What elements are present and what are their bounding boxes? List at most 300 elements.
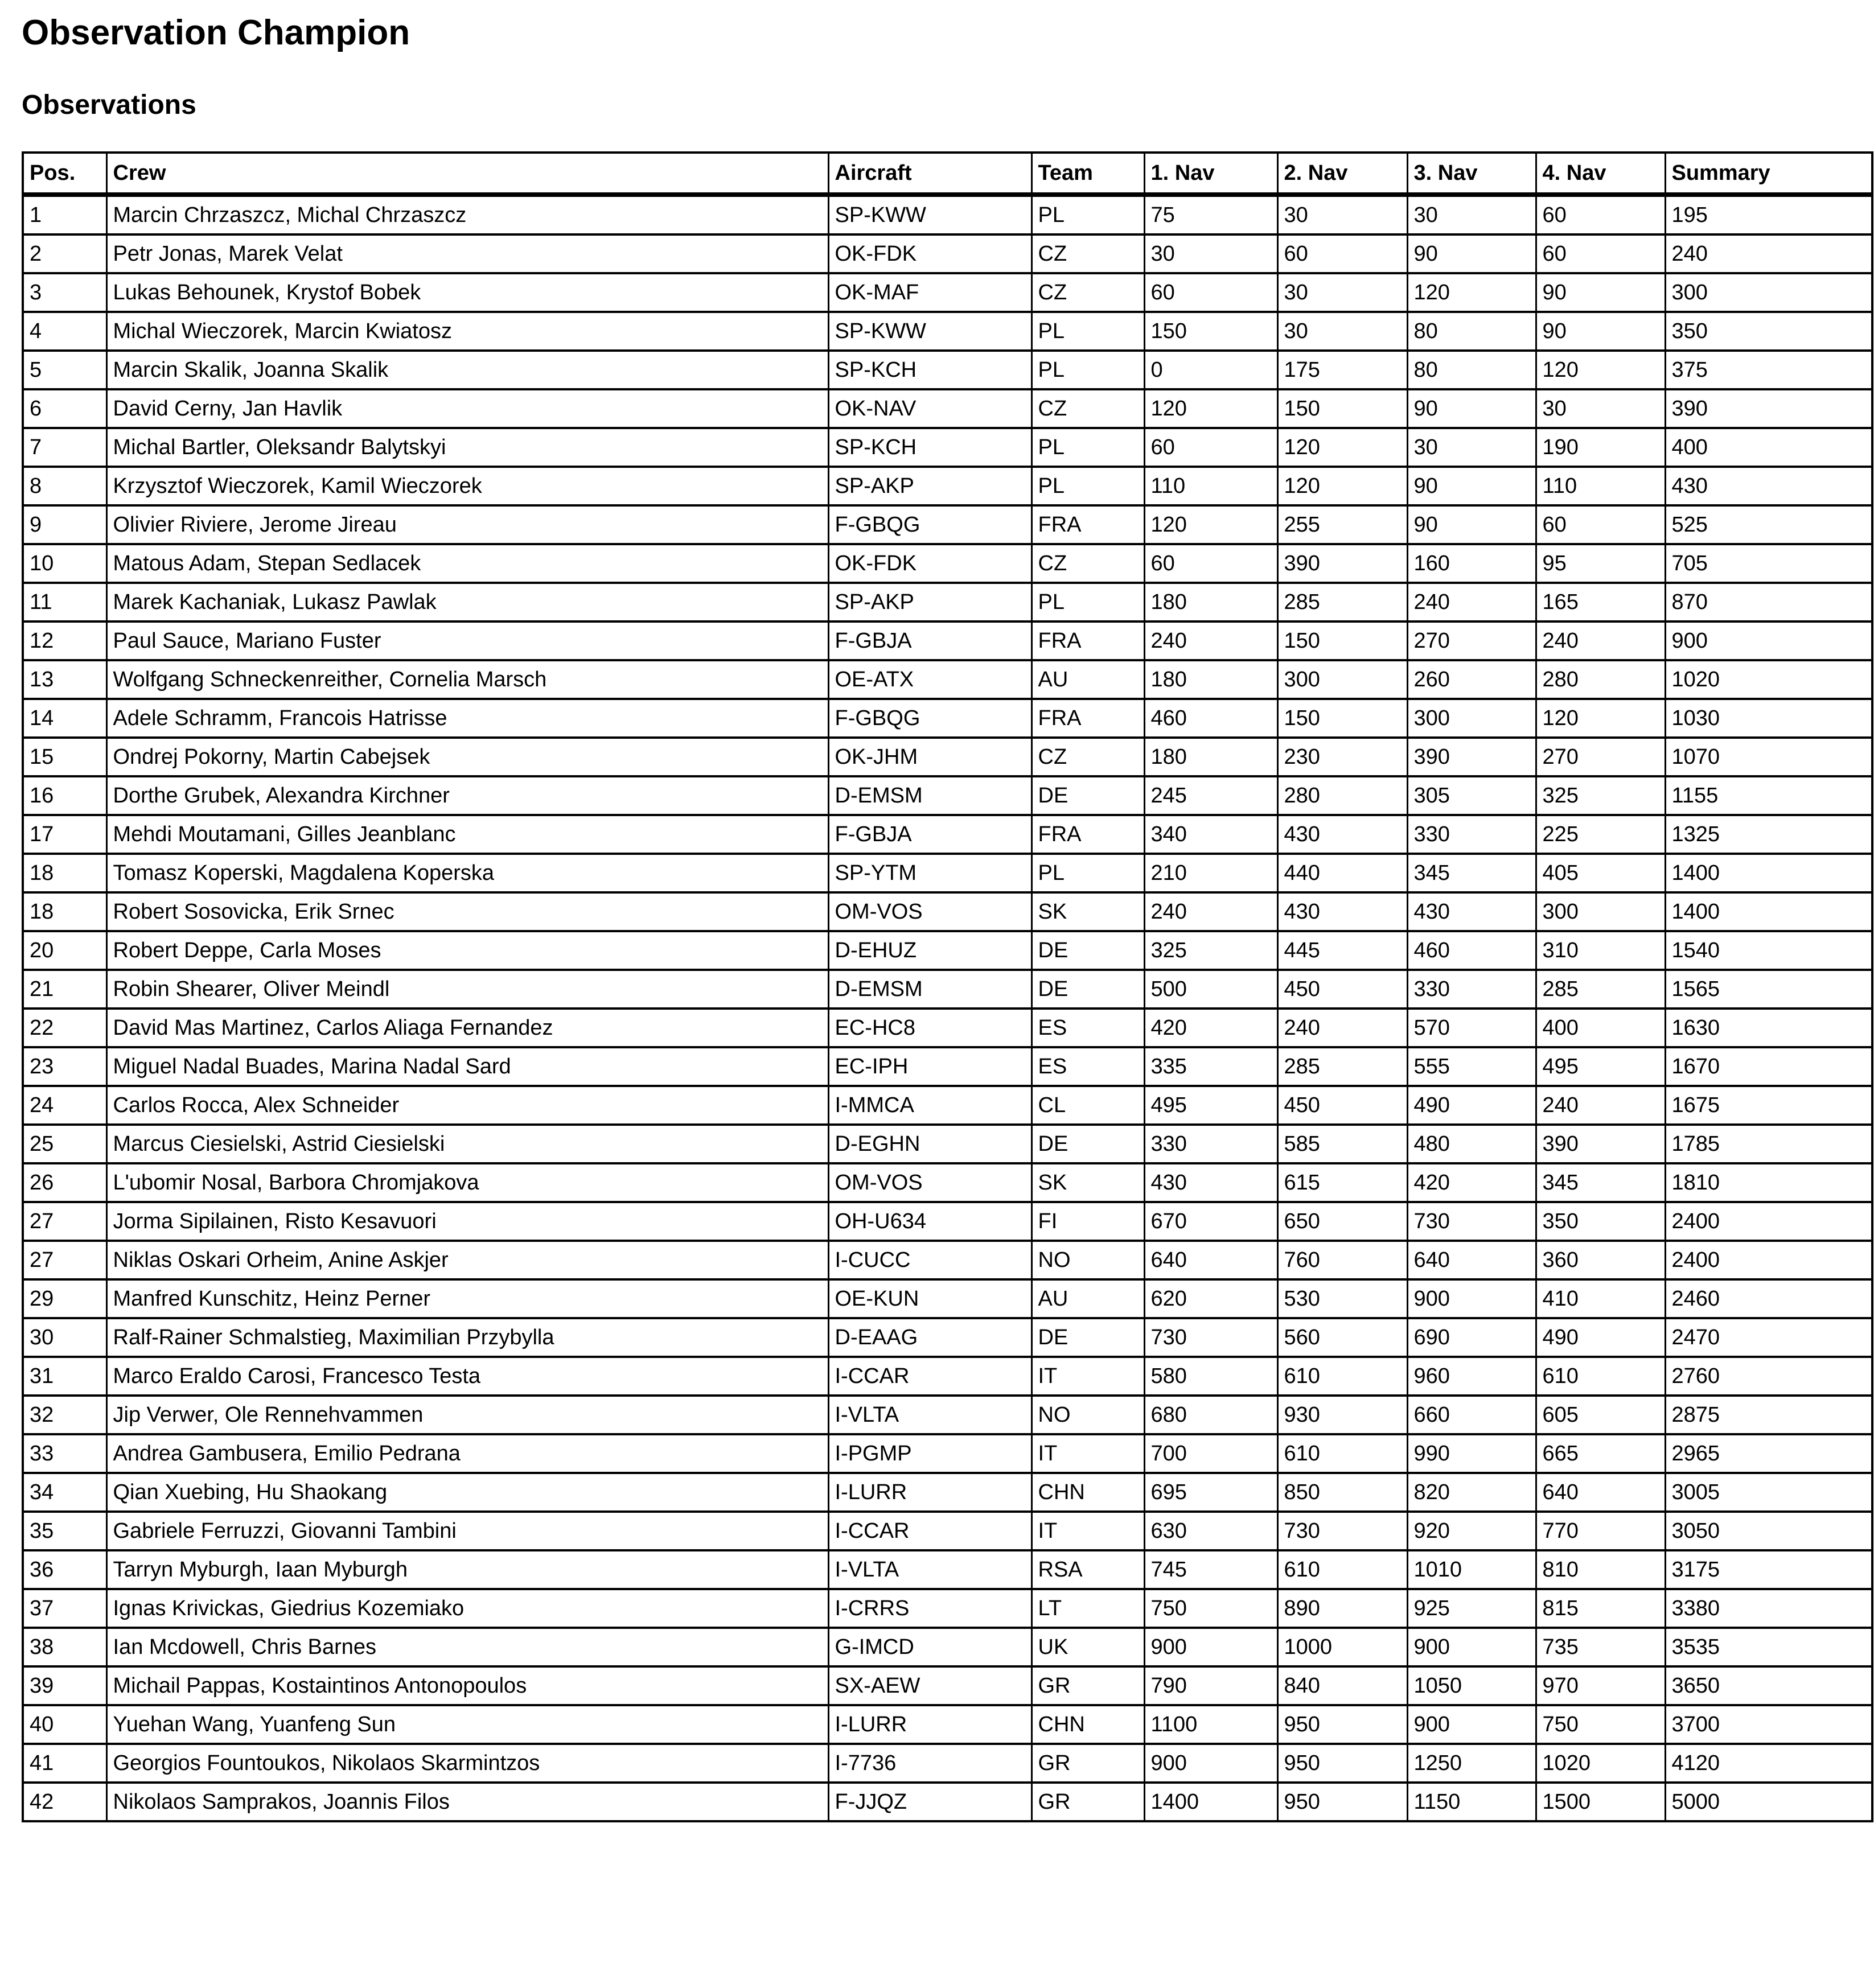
cell-nav1: 1100 (1144, 1705, 1277, 1744)
cell-pos: 36 (23, 1550, 106, 1589)
cell-nav2: 850 (1277, 1473, 1407, 1512)
cell-crew: Lukas Behounek, Krystof Bobek (106, 273, 828, 312)
cell-crew: Marcin Chrzaszcz, Michal Chrzaszcz (106, 195, 828, 234)
cell-nav1: 245 (1144, 776, 1277, 815)
cell-nav4: 810 (1536, 1550, 1665, 1589)
table-row (23, 854, 1872, 892)
header-row (23, 153, 1872, 195)
cell-nav2: 440 (1277, 854, 1407, 892)
table-row (23, 1628, 1872, 1666)
cell-summary: 375 (1665, 351, 1872, 389)
cell-crew: Wolfgang Schneckenreither, Cornelia Marsch (106, 660, 828, 699)
cell-crew: Yuehan Wang, Yuanfeng Sun (106, 1705, 828, 1744)
cell-team: PL (1031, 195, 1144, 234)
cell-nav4: 815 (1536, 1589, 1665, 1628)
table-row (23, 389, 1872, 428)
cell-nav1: 680 (1144, 1396, 1277, 1434)
cell-summary: 1810 (1665, 1163, 1872, 1202)
cell-summary: 1400 (1665, 892, 1872, 931)
cell-team: DE (1031, 1318, 1144, 1357)
cell-nav2: 390 (1277, 544, 1407, 583)
cell-team: AU (1031, 1279, 1144, 1318)
cell-aircraft: OE-KUN (828, 1279, 1031, 1318)
cell-aircraft: OH-U634 (828, 1202, 1031, 1241)
cell-nav4: 405 (1536, 854, 1665, 892)
cell-nav2: 610 (1277, 1434, 1407, 1473)
cell-nav3: 660 (1407, 1396, 1536, 1434)
cell-aircraft: I-CCAR (828, 1357, 1031, 1396)
cell-aircraft: D-EHUZ (828, 931, 1031, 970)
results-table-header (23, 153, 1872, 195)
cell-nav4: 665 (1536, 1434, 1665, 1473)
cell-nav2: 175 (1277, 351, 1407, 389)
cell-summary: 1630 (1665, 1009, 1872, 1047)
cell-team: PL (1031, 467, 1144, 505)
cell-summary: 195 (1665, 195, 1872, 234)
cell-nav1: 340 (1144, 815, 1277, 854)
cell-pos: 35 (23, 1512, 106, 1550)
cell-aircraft: SP-YTM (828, 854, 1031, 892)
cell-nav2: 285 (1277, 583, 1407, 621)
cell-nav1: 695 (1144, 1473, 1277, 1512)
cell-nav3: 90 (1407, 389, 1536, 428)
cell-nav2: 430 (1277, 892, 1407, 931)
cell-nav1: 240 (1144, 892, 1277, 931)
cell-nav1: 150 (1144, 312, 1277, 351)
cell-nav1: 60 (1144, 544, 1277, 583)
cell-aircraft: D-EMSM (828, 970, 1031, 1009)
cell-aircraft: OM-VOS (828, 892, 1031, 931)
cell-nav2: 930 (1277, 1396, 1407, 1434)
cell-crew: Robert Deppe, Carla Moses (106, 931, 828, 970)
cell-crew: Manfred Kunschitz, Heinz Perner (106, 1279, 828, 1318)
results-table (22, 151, 1873, 1822)
cell-aircraft: I-VLTA (828, 1550, 1031, 1589)
cell-crew: Dorthe Grubek, Alexandra Kirchner (106, 776, 828, 815)
cell-crew: Michal Wieczorek, Marcin Kwiatosz (106, 312, 828, 351)
cell-nav3: 120 (1407, 273, 1536, 312)
cell-nav2: 950 (1277, 1744, 1407, 1783)
cell-team: FRA (1031, 815, 1144, 854)
cell-aircraft: I-CCAR (828, 1512, 1031, 1550)
cell-nav3: 345 (1407, 854, 1536, 892)
cell-nav2: 430 (1277, 815, 1407, 854)
cell-summary: 1020 (1665, 660, 1872, 699)
table-row (23, 505, 1872, 544)
cell-nav2: 445 (1277, 931, 1407, 970)
cell-nav2: 530 (1277, 1279, 1407, 1318)
cell-nav4: 240 (1536, 621, 1665, 660)
cell-nav1: 75 (1144, 195, 1277, 234)
cell-nav3: 1150 (1407, 1783, 1536, 1821)
results-table-body (23, 195, 1872, 1821)
cell-nav2: 610 (1277, 1550, 1407, 1589)
cell-nav4: 350 (1536, 1202, 1665, 1241)
cell-summary: 400 (1665, 428, 1872, 467)
cell-team: GR (1031, 1666, 1144, 1705)
cell-team: GR (1031, 1744, 1144, 1783)
table-row (23, 1396, 1872, 1434)
table-row (23, 351, 1872, 389)
cell-nav2: 30 (1277, 195, 1407, 234)
cell-nav2: 450 (1277, 970, 1407, 1009)
cell-summary: 2965 (1665, 1434, 1872, 1473)
section-title-observations: Observations (22, 90, 196, 121)
cell-nav2: 950 (1277, 1705, 1407, 1744)
cell-pos: 18 (23, 892, 106, 931)
cell-summary: 2460 (1665, 1279, 1872, 1318)
cell-crew: Michail Pappas, Kostaintinos Antonopoulos (106, 1666, 828, 1705)
cell-summary: 3005 (1665, 1473, 1872, 1512)
cell-nav3: 430 (1407, 892, 1536, 931)
cell-pos: 39 (23, 1666, 106, 1705)
cell-aircraft: SP-KCH (828, 428, 1031, 467)
cell-crew: Miguel Nadal Buades, Marina Nadal Sard (106, 1047, 828, 1086)
cell-nav4: 60 (1536, 195, 1665, 234)
cell-pos: 18 (23, 854, 106, 892)
cell-team: PL (1031, 583, 1144, 621)
col-header-pos: Pos. (23, 153, 106, 195)
cell-pos: 9 (23, 505, 106, 544)
cell-nav4: 390 (1536, 1125, 1665, 1163)
table-row (23, 1086, 1872, 1125)
table-row (23, 1163, 1872, 1202)
cell-nav3: 260 (1407, 660, 1536, 699)
cell-team: CL (1031, 1086, 1144, 1125)
cell-crew: Ignas Krivickas, Giedrius Kozemiako (106, 1589, 828, 1628)
cell-crew: Nikolaos Samprakos, Joannis Filos (106, 1783, 828, 1821)
cell-nav4: 240 (1536, 1086, 1665, 1125)
cell-nav4: 90 (1536, 273, 1665, 312)
table-row (23, 776, 1872, 815)
cell-summary: 3700 (1665, 1705, 1872, 1744)
cell-nav3: 730 (1407, 1202, 1536, 1241)
cell-summary: 1675 (1665, 1086, 1872, 1125)
cell-team: IT (1031, 1434, 1144, 1473)
cell-nav4: 605 (1536, 1396, 1665, 1434)
cell-nav2: 840 (1277, 1666, 1407, 1705)
cell-crew: Adele Schramm, Francois Hatrisse (106, 699, 828, 738)
cell-nav4: 400 (1536, 1009, 1665, 1047)
cell-aircraft: I-LURR (828, 1705, 1031, 1744)
cell-nav4: 735 (1536, 1628, 1665, 1666)
cell-nav1: 335 (1144, 1047, 1277, 1086)
cell-nav1: 790 (1144, 1666, 1277, 1705)
cell-pos: 4 (23, 312, 106, 351)
cell-team: CZ (1031, 273, 1144, 312)
table-row (23, 1318, 1872, 1357)
col-header-team: Team (1031, 153, 1144, 195)
cell-nav2: 150 (1277, 699, 1407, 738)
cell-summary: 2400 (1665, 1202, 1872, 1241)
table-row (23, 1744, 1872, 1783)
cell-team: CHN (1031, 1705, 1144, 1744)
cell-summary: 5000 (1665, 1783, 1872, 1821)
cell-nav3: 420 (1407, 1163, 1536, 1202)
cell-summary: 3380 (1665, 1589, 1872, 1628)
cell-pos: 26 (23, 1163, 106, 1202)
cell-nav4: 120 (1536, 351, 1665, 389)
cell-team: SK (1031, 1163, 1144, 1202)
cell-nav3: 1250 (1407, 1744, 1536, 1783)
cell-nav3: 900 (1407, 1705, 1536, 1744)
cell-nav1: 240 (1144, 621, 1277, 660)
cell-team: ES (1031, 1009, 1144, 1047)
cell-summary: 2760 (1665, 1357, 1872, 1396)
table-row (23, 1202, 1872, 1241)
cell-team: CZ (1031, 738, 1144, 776)
cell-nav4: 495 (1536, 1047, 1665, 1086)
cell-pos: 1 (23, 195, 106, 234)
cell-aircraft: EC-IPH (828, 1047, 1031, 1086)
cell-summary: 2400 (1665, 1241, 1872, 1279)
table-row (23, 195, 1872, 234)
cell-team: CZ (1031, 234, 1144, 273)
cell-aircraft: SP-KWW (828, 312, 1031, 351)
cell-pos: 29 (23, 1279, 106, 1318)
cell-aircraft: D-EGHN (828, 1125, 1031, 1163)
cell-crew: Marco Eraldo Carosi, Francesco Testa (106, 1357, 828, 1396)
table-row (23, 660, 1872, 699)
cell-pos: 20 (23, 931, 106, 970)
cell-aircraft: OE-ATX (828, 660, 1031, 699)
table-row (23, 892, 1872, 931)
table-row (23, 234, 1872, 273)
cell-crew: Jorma Sipilainen, Risto Kesavuori (106, 1202, 828, 1241)
col-header-nav4: 4. Nav (1536, 153, 1665, 195)
cell-pos: 38 (23, 1628, 106, 1666)
table-row (23, 428, 1872, 467)
cell-nav3: 330 (1407, 815, 1536, 854)
cell-nav3: 900 (1407, 1628, 1536, 1666)
cell-summary: 1400 (1665, 854, 1872, 892)
col-header-nav3: 3. Nav (1407, 153, 1536, 195)
cell-aircraft: F-GBQG (828, 505, 1031, 544)
cell-nav4: 285 (1536, 970, 1665, 1009)
cell-nav4: 610 (1536, 1357, 1665, 1396)
cell-aircraft: D-EAAG (828, 1318, 1031, 1357)
cell-nav2: 560 (1277, 1318, 1407, 1357)
table-row (23, 699, 1872, 738)
cell-summary: 1155 (1665, 776, 1872, 815)
cell-aircraft: I-PGMP (828, 1434, 1031, 1473)
cell-nav3: 570 (1407, 1009, 1536, 1047)
cell-crew: Jip Verwer, Ole Rennehvammen (106, 1396, 828, 1434)
cell-pos: 13 (23, 660, 106, 699)
cell-summary: 1325 (1665, 815, 1872, 854)
cell-team: GR (1031, 1783, 1144, 1821)
cell-nav2: 1000 (1277, 1628, 1407, 1666)
cell-nav1: 330 (1144, 1125, 1277, 1163)
col-header-nav1: 1. Nav (1144, 153, 1277, 195)
table-row (23, 1783, 1872, 1821)
cell-aircraft: F-GBJA (828, 621, 1031, 660)
cell-nav1: 210 (1144, 854, 1277, 892)
cell-nav1: 0 (1144, 351, 1277, 389)
cell-team: DE (1031, 776, 1144, 815)
cell-nav2: 150 (1277, 389, 1407, 428)
cell-summary: 2470 (1665, 1318, 1872, 1357)
col-header-summary: Summary (1665, 153, 1872, 195)
cell-team: CHN (1031, 1473, 1144, 1512)
cell-nav3: 960 (1407, 1357, 1536, 1396)
cell-pos: 37 (23, 1589, 106, 1628)
col-header-nav2: 2. Nav (1277, 153, 1407, 195)
cell-crew: Paul Sauce, Mariano Fuster (106, 621, 828, 660)
cell-aircraft: I-CRRS (828, 1589, 1031, 1628)
cell-nav4: 640 (1536, 1473, 1665, 1512)
cell-summary: 430 (1665, 467, 1872, 505)
cell-nav4: 490 (1536, 1318, 1665, 1357)
cell-nav3: 80 (1407, 312, 1536, 351)
cell-aircraft: OK-MAF (828, 273, 1031, 312)
cell-nav1: 500 (1144, 970, 1277, 1009)
cell-nav3: 30 (1407, 428, 1536, 467)
cell-crew: Carlos Rocca, Alex Schneider (106, 1086, 828, 1125)
cell-nav1: 580 (1144, 1357, 1277, 1396)
cell-pos: 27 (23, 1241, 106, 1279)
cell-crew: Marek Kachaniak, Lukasz Pawlak (106, 583, 828, 621)
table-row (23, 621, 1872, 660)
cell-summary: 350 (1665, 312, 1872, 351)
cell-crew: Ralf-Rainer Schmalstieg, Maximilian Przybylla (106, 1318, 828, 1357)
cell-nav3: 690 (1407, 1318, 1536, 1357)
cell-crew: Marcus Ciesielski, Astrid Ciesielski (106, 1125, 828, 1163)
cell-nav1: 700 (1144, 1434, 1277, 1473)
cell-nav3: 390 (1407, 738, 1536, 776)
cell-team: FRA (1031, 621, 1144, 660)
cell-aircraft: OK-FDK (828, 234, 1031, 273)
cell-summary: 1785 (1665, 1125, 1872, 1163)
col-header-aircraft: Aircraft (828, 153, 1031, 195)
cell-team: ES (1031, 1047, 1144, 1086)
cell-nav4: 270 (1536, 738, 1665, 776)
table-row (23, 1512, 1872, 1550)
cell-nav3: 490 (1407, 1086, 1536, 1125)
cell-team: NO (1031, 1241, 1144, 1279)
cell-summary: 1565 (1665, 970, 1872, 1009)
cell-pos: 22 (23, 1009, 106, 1047)
cell-nav2: 285 (1277, 1047, 1407, 1086)
cell-nav2: 30 (1277, 273, 1407, 312)
cell-nav4: 30 (1536, 389, 1665, 428)
cell-nav3: 820 (1407, 1473, 1536, 1512)
cell-summary: 240 (1665, 234, 1872, 273)
cell-nav4: 190 (1536, 428, 1665, 467)
cell-summary: 3535 (1665, 1628, 1872, 1666)
cell-nav4: 90 (1536, 312, 1665, 351)
cell-team: PL (1031, 351, 1144, 389)
cell-nav3: 1010 (1407, 1550, 1536, 1589)
cell-aircraft: F-GBJA (828, 815, 1031, 854)
table-row (23, 1705, 1872, 1744)
cell-crew: Tomasz Koperski, Magdalena Koperska (106, 854, 828, 892)
cell-crew: Niklas Oskari Orheim, Anine Askjer (106, 1241, 828, 1279)
cell-aircraft: F-GBQG (828, 699, 1031, 738)
cell-nav1: 460 (1144, 699, 1277, 738)
table-row (23, 738, 1872, 776)
cell-nav4: 60 (1536, 234, 1665, 273)
cell-summary: 870 (1665, 583, 1872, 621)
cell-nav1: 640 (1144, 1241, 1277, 1279)
cell-nav2: 730 (1277, 1512, 1407, 1550)
cell-crew: Ondrej Pokorny, Martin Cabejsek (106, 738, 828, 776)
cell-nav3: 300 (1407, 699, 1536, 738)
cell-nav4: 970 (1536, 1666, 1665, 1705)
cell-team: DE (1031, 931, 1144, 970)
cell-pos: 33 (23, 1434, 106, 1473)
cell-nav1: 430 (1144, 1163, 1277, 1202)
cell-team: UK (1031, 1628, 1144, 1666)
cell-nav1: 325 (1144, 931, 1277, 970)
cell-crew: Qian Xuebing, Hu Shaokang (106, 1473, 828, 1512)
cell-pos: 5 (23, 351, 106, 389)
cell-team: DE (1031, 970, 1144, 1009)
cell-aircraft: SP-AKP (828, 467, 1031, 505)
cell-aircraft: SP-AKP (828, 583, 1031, 621)
cell-nav2: 60 (1277, 234, 1407, 273)
cell-nav4: 280 (1536, 660, 1665, 699)
cell-nav3: 900 (1407, 1279, 1536, 1318)
cell-nav1: 60 (1144, 273, 1277, 312)
cell-team: LT (1031, 1589, 1144, 1628)
cell-pos: 11 (23, 583, 106, 621)
cell-pos: 12 (23, 621, 106, 660)
cell-nav1: 900 (1144, 1744, 1277, 1783)
cell-nav2: 450 (1277, 1086, 1407, 1125)
table-row (23, 970, 1872, 1009)
cell-summary: 3050 (1665, 1512, 1872, 1550)
cell-nav3: 80 (1407, 351, 1536, 389)
cell-nav1: 120 (1144, 505, 1277, 544)
cell-nav1: 745 (1144, 1550, 1277, 1589)
cell-nav3: 270 (1407, 621, 1536, 660)
cell-summary: 1030 (1665, 699, 1872, 738)
cell-nav2: 760 (1277, 1241, 1407, 1279)
cell-crew: Robin Shearer, Oliver Meindl (106, 970, 828, 1009)
cell-team: PL (1031, 428, 1144, 467)
cell-nav3: 640 (1407, 1241, 1536, 1279)
cell-nav3: 990 (1407, 1434, 1536, 1473)
cell-crew: Petr Jonas, Marek Velat (106, 234, 828, 273)
cell-nav1: 630 (1144, 1512, 1277, 1550)
cell-nav4: 1020 (1536, 1744, 1665, 1783)
cell-nav3: 1050 (1407, 1666, 1536, 1705)
cell-nav4: 360 (1536, 1241, 1665, 1279)
cell-summary: 705 (1665, 544, 1872, 583)
cell-nav4: 410 (1536, 1279, 1665, 1318)
cell-nav4: 770 (1536, 1512, 1665, 1550)
cell-crew: Tarryn Myburgh, Iaan Myburgh (106, 1550, 828, 1589)
cell-team: SK (1031, 892, 1144, 931)
cell-aircraft: I-CUCC (828, 1241, 1031, 1279)
cell-summary: 3650 (1665, 1666, 1872, 1705)
cell-crew: David Cerny, Jan Havlik (106, 389, 828, 428)
cell-pos: 15 (23, 738, 106, 776)
cell-nav2: 300 (1277, 660, 1407, 699)
cell-crew: Georgios Fountoukos, Nikolaos Skarmintzos (106, 1744, 828, 1783)
cell-nav2: 120 (1277, 428, 1407, 467)
cell-aircraft: OK-NAV (828, 389, 1031, 428)
cell-crew: Matous Adam, Stepan Sedlacek (106, 544, 828, 583)
cell-crew: Gabriele Ferruzzi, Giovanni Tambini (106, 1512, 828, 1550)
table-row (23, 1550, 1872, 1589)
cell-crew: Andrea Gambusera, Emilio Pedrana (106, 1434, 828, 1473)
cell-nav1: 180 (1144, 738, 1277, 776)
table-row (23, 1241, 1872, 1279)
cell-nav3: 90 (1407, 505, 1536, 544)
cell-nav2: 585 (1277, 1125, 1407, 1163)
